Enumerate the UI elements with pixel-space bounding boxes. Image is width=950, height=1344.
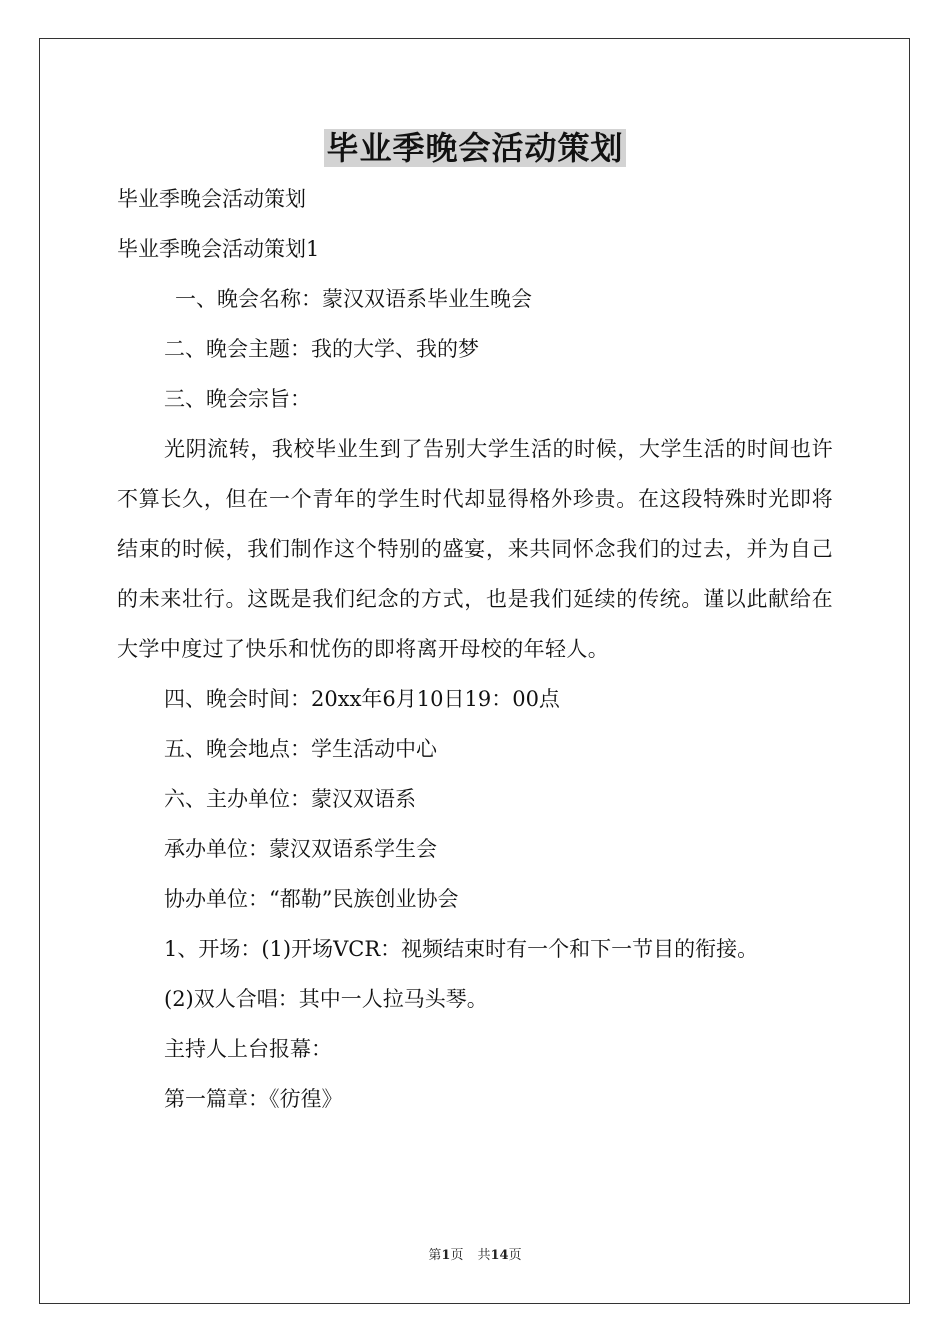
document-title: 毕业季晚会活动策划	[326, 129, 624, 167]
page-number: 1	[441, 1248, 451, 1263]
paragraph-event-name: 一、晚会名称：蒙汉双语系毕业生晚会	[175, 287, 532, 311]
paragraph-opening: 1、开场：(1)开场VCR：视频结束时有一个和下一节目的衔接。	[164, 937, 759, 961]
total-prefix: 共	[477, 1248, 491, 1263]
document-body	[117, 174, 833, 1124]
paragraph-event-purpose-label: 三、晚会宗旨：	[164, 387, 311, 411]
page-footer	[0, 1247, 950, 1265]
paragraph-event-theme: 二、晚会主题：我的大学、我的梦	[164, 337, 479, 361]
paragraph-event-location: 五、晚会地点：学生活动中心	[164, 737, 437, 761]
paragraph-organizer: 六、主办单位：蒙汉双语系	[164, 787, 416, 811]
paragraph-event-purpose: 光阴流转，我校毕业生到了告别大学生活的时候，大学生活的时间也许不算长久，但在一个青年的学生时代却显得格外珍贵。在这段特殊时光即将结束的时候，我们制作这个特别的盛宴，来共同怀念我们的过去，并为自己的未来壮行。这既是我们纪念的方式，也是我们延续的传统。谨以此献给在大学中度过了快乐和忧伤的即将离开母校的年轻人。	[117, 437, 833, 661]
paragraph-heading: 毕业季晚会活动策划	[117, 187, 306, 211]
total-suffix: 页	[508, 1248, 522, 1263]
paragraph-co-organizer: 协办单位：“都勒”民族创业协会	[164, 887, 459, 911]
document-title-block	[0, 126, 950, 170]
paragraph-host: 承办单位：蒙汉双语系学生会	[164, 837, 437, 861]
total-pages: 14	[490, 1248, 509, 1263]
paragraph-event-time: 四、晚会时间：20xx年6月10日19：00点	[164, 687, 560, 711]
paragraph-duet: (2)双人合唱：其中一人拉马头琴。	[164, 987, 488, 1011]
paragraph-host-announcement: 主持人上台报幕：	[164, 1037, 332, 1061]
paragraph-chapter-one: 第一篇章：《彷徨》	[164, 1087, 343, 1111]
paragraph-subheading: 毕业季晚会活动策划1	[117, 237, 320, 261]
page-prefix: 第	[428, 1248, 442, 1263]
page-suffix: 页	[450, 1248, 464, 1263]
